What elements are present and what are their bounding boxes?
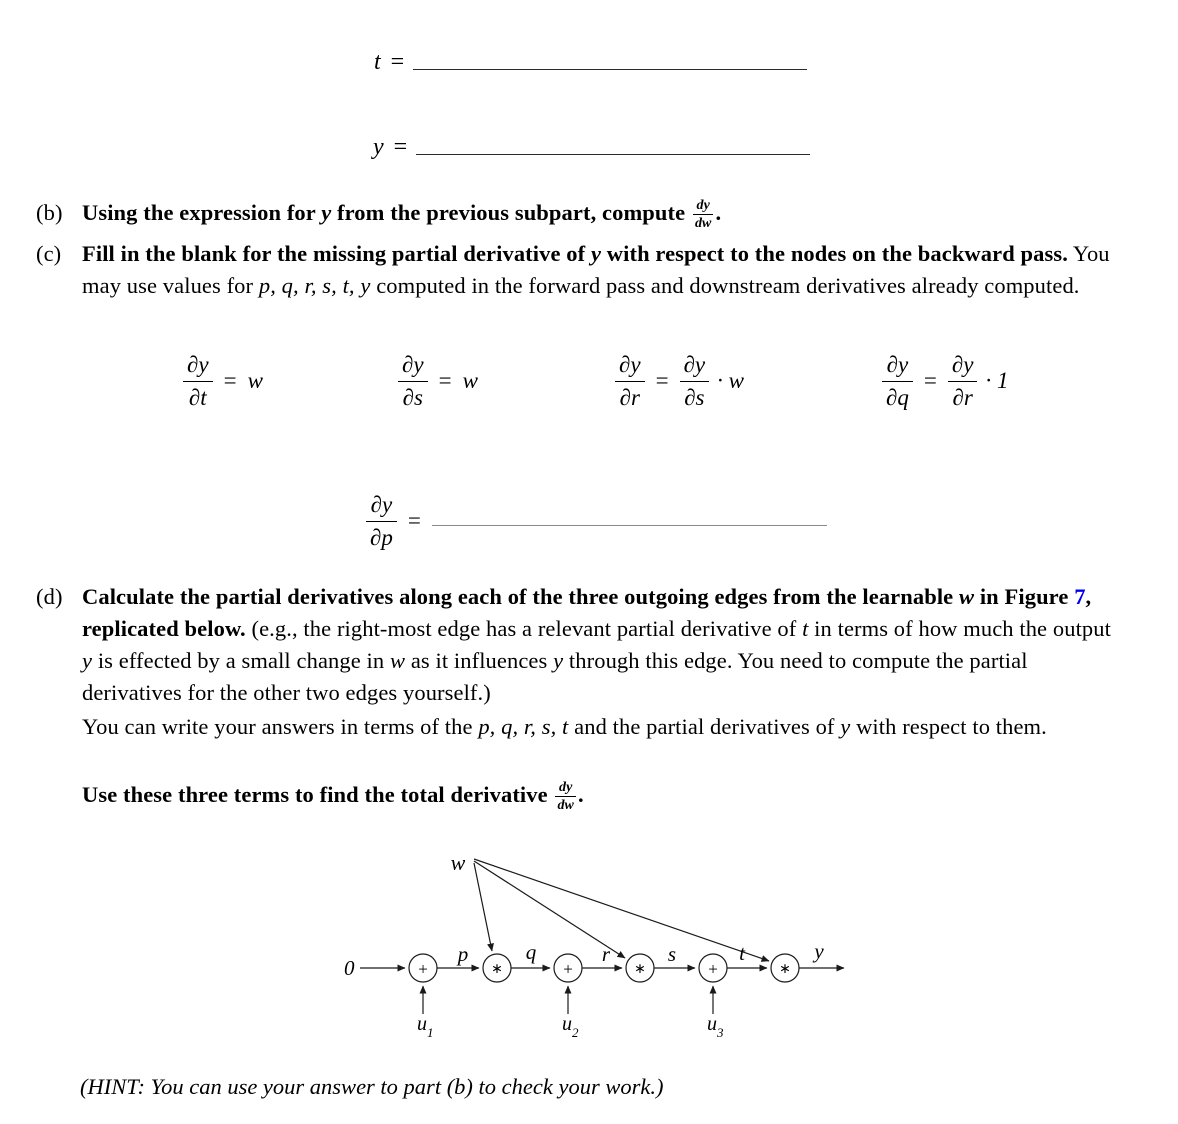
fraction-dy-dr: $\frac{\partial y}{\partial r}$ (615, 352, 645, 411)
plus-icon: + (708, 959, 718, 979)
var-t: t (802, 616, 809, 641)
equals-sign: = (393, 134, 408, 160)
part-d-text: in Figure (974, 584, 1075, 609)
var-y: y (373, 134, 384, 160)
var-w: w (959, 584, 975, 609)
part-d-text: You can write your answers in terms of the (82, 714, 479, 739)
equation-dy-ds (398, 352, 478, 411)
asterisk-icon: ∗ (634, 962, 646, 977)
part-d-text: (e.g., the right-most edge has a relevant partial derivative of (251, 616, 803, 641)
fraction-dy-dq: $\frac{\partial y}{\partial q}$ (882, 352, 913, 411)
var-w: w (389, 648, 406, 673)
equals-sign: = (655, 368, 669, 394)
edge-label-p: p (457, 942, 469, 966)
u3-label: $u_3$ (707, 1013, 724, 1040)
part-c-text: Fill in the blank for the missing partial derivative of (82, 241, 591, 266)
edge-w-to-mul1 (474, 863, 492, 951)
part-b-text: from the previous subpart, compute (331, 200, 691, 225)
u1-label: $u_1$ (417, 1013, 434, 1040)
part-d-text: with respect to them. (850, 714, 1047, 739)
part-d-text: is effected by a small change in (92, 648, 390, 673)
zero-input-label: 0 (344, 956, 355, 980)
asterisk-icon: ∗ (779, 962, 791, 977)
var-w: w (462, 368, 478, 394)
part-d-text: as it influences (405, 648, 554, 673)
part-d-text: in terms of how much the output (808, 616, 1111, 641)
answer-blank-dy-dp (432, 525, 827, 526)
part-c-text: with respect to the nodes on the backward pass. (601, 241, 1068, 266)
equals-sign: = (390, 49, 405, 75)
part-b-text: Using the expression for (82, 200, 322, 225)
answer-blank-t (413, 69, 807, 70)
fraction-dy-ds: $\frac{\partial y}{\partial s}$ (398, 352, 428, 411)
part-c (36, 238, 1112, 302)
fraction-dy-ds: $\frac{\partial y}{\partial s}$ (680, 352, 710, 411)
equals-sign: = (407, 508, 421, 534)
times-w-term: · w (717, 368, 744, 394)
var-list: p, q, r, s, t, y (258, 273, 371, 298)
part-d-text: . (577, 782, 584, 807)
var-y: y (321, 200, 332, 225)
equation-dy-dr (615, 352, 744, 411)
edge-label-r: r (601, 942, 611, 966)
var-w: w (247, 368, 263, 394)
var-y: y (553, 648, 564, 673)
part-d-text: Use these three terms to find the total derivative (82, 782, 554, 807)
plus-icon: + (563, 959, 573, 979)
asterisk-icon: ∗ (491, 962, 503, 977)
var-list: p, q, r, s, t (478, 714, 569, 739)
part-b-label: (b) (36, 200, 63, 225)
answer-blank-y (416, 154, 810, 155)
edge-w-to-mul3 (474, 859, 769, 961)
fraction-dy-dp: $\frac{\partial y}{\partial p}$ (366, 492, 397, 551)
var-y: y (590, 241, 602, 266)
plus-icon: + (418, 959, 428, 979)
blank-equation-y (373, 134, 810, 161)
edge-label-q: q (525, 940, 537, 964)
part-d-label: (d) (36, 584, 63, 609)
figure-7-link[interactable]: 7 (1074, 584, 1086, 609)
fraction-dy-dw: $\frac{dy}{dw}$ (694, 197, 712, 232)
edge-label-t: t (739, 941, 745, 965)
equation-dy-dp-blank (366, 492, 827, 551)
blank-equation-t (374, 49, 807, 76)
equals-sign: = (223, 368, 237, 394)
equation-dy-dq (882, 352, 1008, 411)
part-b (36, 197, 1112, 232)
equation-dy-dt (183, 352, 263, 411)
part-d-text: , replicated below. (82, 584, 1092, 641)
equals-sign: = (438, 368, 452, 394)
fraction-dy-dw: $\frac{dy}{dw}$ (557, 779, 574, 814)
fraction-dy-dr: $\frac{\partial y}{\partial r}$ (948, 352, 978, 411)
var-y: y (840, 714, 851, 739)
edge-label-y: y (814, 939, 824, 963)
part-c-text: You may use values for (82, 241, 1110, 298)
part-c-text: computed in the forward pass and downstream derivatives already computed. (370, 273, 1080, 298)
part-d-text: Calculate the partial derivatives along each of the three outgoing edges from the learnable (82, 584, 959, 609)
part-d-paragraph-3 (82, 779, 1112, 814)
var-y: y (82, 648, 93, 673)
fraction-dy-dt: $\frac{\partial y}{\partial t}$ (183, 352, 213, 411)
u2-label: $u_2$ (562, 1013, 579, 1040)
hint-text: (HINT: You can use your answer to part (b) to check your work.) (80, 1074, 664, 1099)
w-label: w (450, 850, 466, 875)
part-d-text: and the partial derivatives of (568, 714, 841, 739)
part-b-text: . (715, 200, 722, 225)
var-t: t (374, 49, 381, 75)
part-c-label: (c) (36, 241, 62, 266)
part-d (36, 581, 1112, 709)
computational-graph-figure (330, 845, 860, 1057)
part-d-paragraph-2 (82, 711, 1112, 743)
times-one-term: · 1 (985, 368, 1009, 394)
equals-sign: = (923, 368, 937, 394)
edge-label-s: s (667, 942, 677, 966)
part-d-text: through this edge. You need to compute the partial derivatives for the other two edges yourself.) (82, 648, 1028, 705)
